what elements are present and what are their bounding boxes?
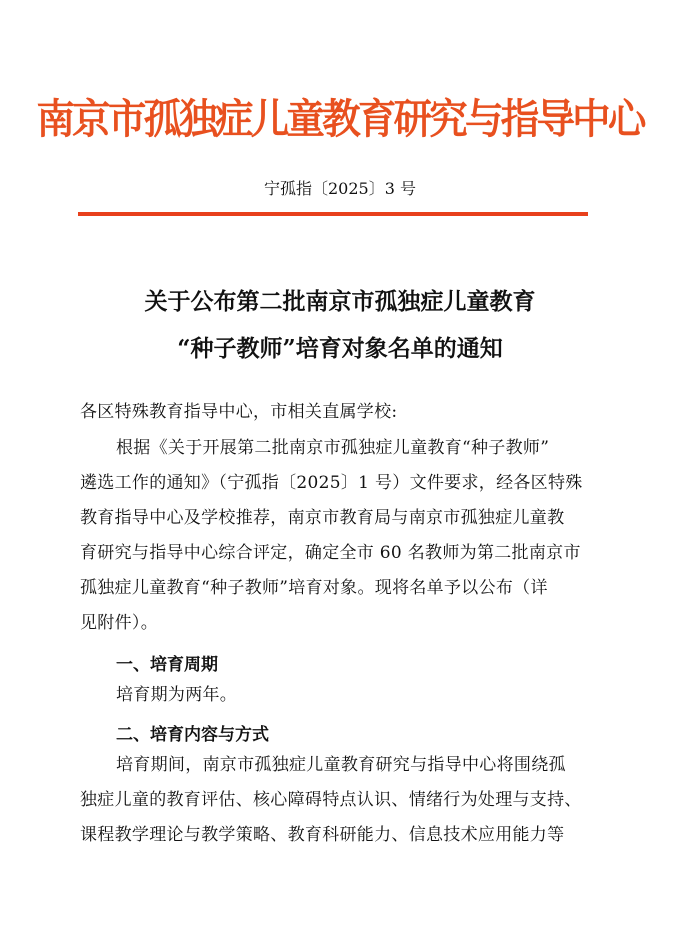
paragraph-line: 遴选工作的通知》（宁孤指〔2025〕1 号）文件要求，经各区特殊 — [80, 473, 583, 493]
organization-header: 南京市孤独症儿童教育研究与指导中心 — [36, 95, 644, 143]
paragraph-line: 根据《关于开展第二批南京市孤独症儿童教育“种子教师” — [116, 438, 550, 458]
section-heading-content: 二、培育内容与方式 — [116, 725, 269, 745]
header-divider — [78, 212, 588, 216]
paragraph-line: 独症儿童的教育评估、核心障碍特点认识、情绪行为处理与支持、 — [80, 790, 582, 810]
document-title-line-1: 关于公布第二批南京市孤独症儿童教育 — [144, 288, 536, 315]
paragraph-line: 孤独症儿童教育“种子教师”培育对象。现将名单予以公布（详 — [80, 578, 548, 598]
paragraph-line: 育研究与指导中心综合评定，确定全市 60 名教师为第二批南京市 — [80, 543, 581, 563]
paragraph-line: 培育期间，南京市孤独症儿童教育研究与指导中心将围绕孤 — [116, 755, 566, 775]
section-heading-cycle: 一、培育周期 — [116, 655, 218, 675]
document-title-line-2: “种子教师”培育对象名单的通知 — [177, 335, 503, 362]
paragraph-line: 课程教学理论与教学策略、教育科研能力、信息技术应用能力等 — [80, 825, 565, 845]
salutation: 各区特殊教育指导中心，市相关直属学校: — [80, 402, 398, 422]
section-text-cycle: 培育期为两年。 — [116, 685, 238, 705]
document-number: 宁孤指〔2025〕3 号 — [264, 179, 416, 198]
paragraph-line: 见附件）。 — [80, 613, 158, 633]
paragraph-line: 教育指导中心及学校推荐，南京市教育局与南京市孤独症儿童教 — [80, 508, 565, 528]
